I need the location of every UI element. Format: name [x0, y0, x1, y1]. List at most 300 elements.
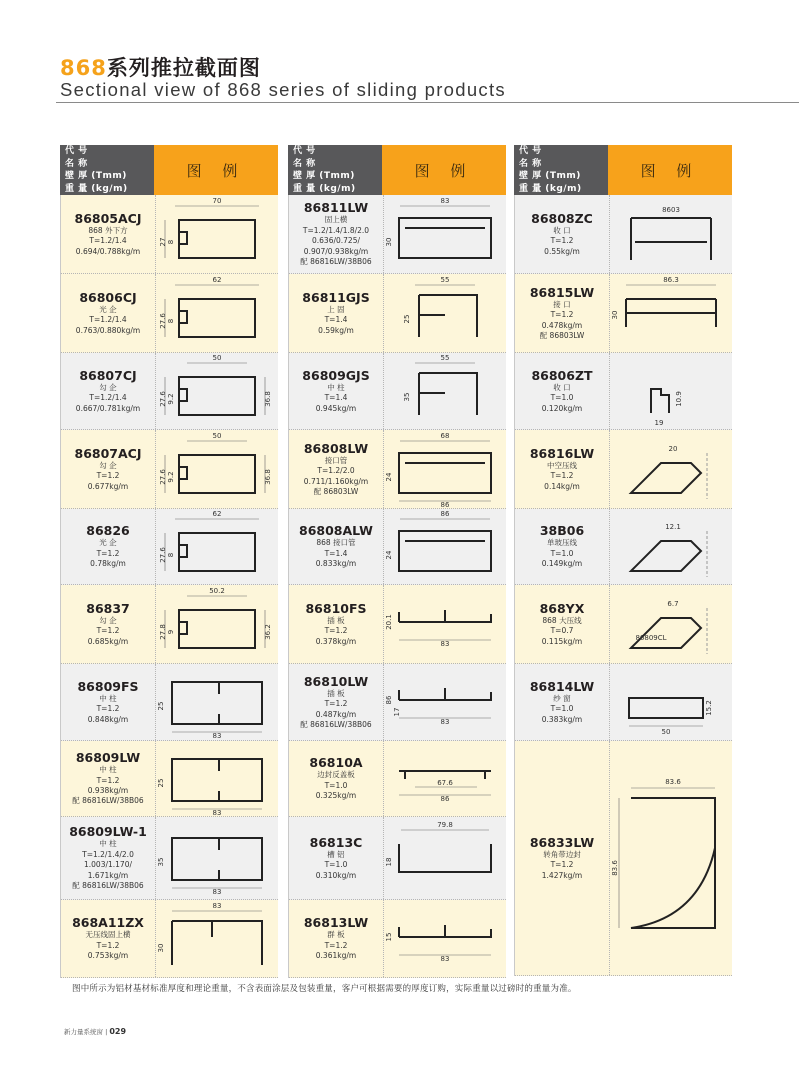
spec-row — [61, 430, 278, 509]
dimension-label: 30 — [611, 310, 619, 320]
header-labels — [60, 145, 154, 195]
profile-code: 86816LW — [529, 445, 595, 461]
spec-line: 配 86816LW/38B06 — [72, 881, 144, 891]
section-profile-drawing — [611, 588, 731, 660]
spec-line: T=1.2 — [550, 471, 574, 481]
section-profile-drawing — [385, 822, 505, 894]
page-number-value: 029 — [109, 1027, 127, 1036]
section-profile-drawing — [385, 743, 505, 815]
spec-info — [289, 900, 383, 977]
dimension-label: 25 — [157, 778, 165, 787]
profile-diagram — [383, 741, 506, 816]
dimension-label: 27.6 — [159, 469, 167, 485]
spec-line: 收 口 — [553, 225, 571, 235]
profile-code: 86809GJS — [302, 367, 370, 383]
spec-line: T=0.7 — [550, 626, 574, 636]
spec-line: 中 柱 — [99, 765, 117, 775]
header-weight: 重 量 (kg/m) — [293, 183, 356, 194]
spec-line: 中 柱 — [327, 382, 345, 392]
section-profile-drawing — [385, 432, 505, 509]
footnote: 图中所示为铝材基材标准厚度和理论重量，不含表面涂层及包装重量，客户可根据需要的厚度订购，实际重量以过磅时的重量为准。 — [72, 984, 577, 994]
spec-line: 868 外下方 — [88, 225, 128, 235]
spec-line: 0.59kg/m — [318, 325, 354, 335]
profile-code: 86813LW — [303, 915, 369, 931]
profile-diagram — [383, 900, 506, 977]
spec-line: T=1.2 — [96, 471, 120, 481]
spec-line: 收 口 — [553, 382, 571, 392]
page-title-en: Sectional view of 868 series of sliding products — [60, 79, 506, 100]
dimension-label: 36.2 — [264, 624, 272, 640]
section-profile-drawing — [385, 666, 505, 738]
section-profile-drawing — [157, 666, 277, 738]
spec-line: 转角带边封 — [543, 849, 581, 859]
spec-line: 0.907/0.938kg/m — [303, 246, 369, 256]
header-code: 代 号 — [65, 146, 88, 156]
dimension-label: 83 — [212, 808, 222, 817]
dimension-label: 8 — [167, 552, 175, 557]
dimension-label: 67.6 — [437, 778, 453, 787]
spec-line: 1.427kg/m — [541, 870, 583, 880]
profile-diagram — [609, 585, 732, 663]
profile-code: 86837 — [86, 600, 130, 616]
spec-line: T=1.2 — [550, 236, 574, 246]
spec-row — [289, 664, 506, 741]
section-profile-drawing — [611, 277, 731, 349]
spec-line: 0.487kg/m — [315, 709, 357, 719]
dimension-label: 55 — [440, 276, 450, 284]
section-profile-drawing — [611, 511, 731, 583]
spec-row — [61, 664, 278, 741]
profile-diagram — [155, 664, 278, 740]
profile-code: 868YX — [539, 600, 585, 616]
spec-line: T=1.0 — [550, 704, 574, 714]
spec-line: T=1.2/1.4 — [89, 236, 127, 246]
profile-diagram — [155, 817, 278, 899]
dimension-label: 18 — [385, 857, 393, 867]
section-profile-drawing — [157, 822, 277, 894]
spec-line: T=1.2/1.4/1.8/2.0 — [302, 225, 370, 235]
dimension-label: 24 — [385, 550, 393, 559]
spec-line: 0.361kg/m — [315, 951, 357, 961]
spec-info — [515, 585, 609, 663]
spec-info — [61, 817, 155, 899]
spec-column-3 — [514, 145, 732, 976]
spec-line: 0.149kg/m — [541, 559, 583, 569]
spec-line: T=1.2 — [96, 940, 120, 950]
spec-row — [515, 664, 732, 741]
title-divider — [56, 102, 799, 103]
spec-line: 纱 窗 — [553, 693, 571, 703]
profile-diagram — [609, 430, 732, 508]
spec-row — [289, 741, 506, 817]
spec-line: T=1.2 — [96, 626, 120, 636]
spec-line: 勾 企 — [99, 615, 117, 625]
spec-info — [289, 741, 383, 816]
dimension-label: 19 — [654, 419, 664, 427]
spec-row — [289, 585, 506, 664]
spec-info — [515, 195, 609, 273]
spec-row — [289, 430, 506, 509]
profile-diagram — [609, 741, 732, 975]
spec-line: 0.636/0.725/ — [312, 236, 360, 246]
dimension-label: 83.6 — [665, 778, 681, 786]
spec-column-2 — [288, 145, 506, 978]
spec-row — [515, 274, 732, 353]
spec-line: T=1.2 — [96, 775, 120, 785]
dimension-label: 25 — [157, 701, 165, 711]
spec-line: 上 固 — [327, 304, 345, 314]
section-profile-drawing — [385, 588, 505, 660]
profile-code: 86809LW — [75, 750, 141, 766]
spec-line: 0.753kg/m — [87, 951, 129, 961]
profile-code: 86815LW — [529, 284, 595, 300]
section-profile-drawing — [157, 277, 277, 349]
spec-line: T=1.2 — [96, 704, 120, 714]
profile-code: 86805ACJ — [74, 210, 142, 226]
spec-row — [515, 353, 732, 430]
spec-info — [289, 509, 383, 584]
dimension-label: 86809CL — [635, 634, 667, 642]
dimension-label: 83 — [212, 901, 222, 910]
spec-line: 0.667/0.781kg/m — [75, 403, 141, 413]
spec-line: 0.14kg/m — [544, 481, 580, 491]
section-profile-drawing — [385, 277, 505, 349]
profile-code: 86807ACJ — [74, 445, 142, 461]
spec-line: 0.478kg/m — [541, 320, 583, 330]
spec-row — [61, 274, 278, 353]
profile-code: 38B06 — [539, 523, 585, 539]
dimension-label: 83 — [440, 954, 450, 963]
dimension-label: 83 — [212, 888, 222, 896]
spec-info — [515, 741, 609, 975]
spec-line: T=1.2 — [324, 626, 348, 636]
spec-row — [289, 195, 506, 274]
spec-line: 光 企 — [99, 304, 117, 314]
section-profile-drawing — [157, 198, 277, 270]
profile-diagram — [609, 274, 732, 352]
dimension-label: 20 — [668, 445, 678, 453]
spec-row — [289, 900, 506, 978]
spec-line: 配 86816LW/38B06 — [300, 719, 372, 729]
profile-code: 86806ZT — [531, 367, 593, 383]
spec-info — [515, 509, 609, 584]
header-code: 代 号 — [519, 146, 542, 156]
spec-line: 中 柱 — [99, 839, 117, 849]
dimension-label: 15.2 — [705, 700, 713, 716]
dimension-label: 86 — [385, 695, 393, 705]
dimension-label: 83 — [212, 732, 222, 740]
dimension-label: 86.3 — [663, 276, 679, 284]
dimension-label: 50 — [661, 728, 671, 736]
header-thickness: 壁 厚 (Tmm) — [519, 171, 581, 181]
spec-line: 0.833kg/m — [315, 559, 357, 569]
spec-line: 群 板 — [327, 930, 345, 940]
spec-row — [61, 585, 278, 664]
dimension-label: 9.2 — [167, 393, 175, 405]
spec-line: 边封反盖板 — [317, 770, 355, 780]
profile-diagram — [383, 585, 506, 663]
spec-line: 单玻压线 — [547, 538, 577, 548]
dimension-label: 86 — [440, 501, 450, 509]
section-profile-drawing — [157, 588, 277, 660]
dimension-label: 68 — [440, 432, 450, 440]
spec-line: 1.671kg/m — [87, 870, 129, 880]
dimension-label: 30 — [385, 237, 393, 247]
dimension-label: 8 — [167, 318, 175, 324]
spec-line: 勾 企 — [99, 382, 117, 392]
spec-line: 配 86803LW — [313, 486, 359, 496]
series-number: 868 — [60, 56, 107, 80]
spec-info — [61, 509, 155, 584]
profile-code: 86808LW — [303, 440, 369, 456]
profile-code: 86808ALW — [299, 523, 373, 539]
spec-row — [289, 817, 506, 900]
profile-diagram — [383, 430, 506, 508]
spec-info — [61, 900, 155, 977]
profile-diagram — [155, 509, 278, 584]
spec-line: 接口管 — [324, 455, 348, 465]
spec-line: 0.763/0.880kg/m — [75, 325, 141, 335]
spec-row — [289, 509, 506, 585]
dimension-label: 8 — [167, 239, 175, 245]
dimension-label: 50 — [212, 432, 222, 440]
dimension-label: 70 — [212, 197, 222, 205]
profile-code: 868A11ZX — [72, 915, 144, 931]
section-profile-drawing — [385, 198, 505, 270]
spec-rows — [60, 195, 278, 978]
spec-info — [289, 353, 383, 429]
dimension-label: 83 — [440, 640, 450, 648]
spec-info — [515, 353, 609, 429]
spec-line: 0.78kg/m — [90, 559, 126, 569]
spec-row — [515, 195, 732, 274]
profile-diagram — [383, 353, 506, 429]
header-labels — [514, 145, 608, 195]
header-thickness: 壁 厚 (Tmm) — [293, 171, 355, 181]
profile-code: 86809FS — [77, 678, 139, 694]
section-profile-drawing — [385, 903, 505, 975]
dimension-label: 86 — [440, 509, 450, 518]
profile-code: 86809LW-1 — [69, 824, 147, 840]
spec-line: T=1.2 — [550, 860, 574, 870]
spec-row — [61, 353, 278, 430]
profile-code: 86810FS — [305, 600, 367, 616]
profile-code: 86808ZC — [531, 210, 593, 226]
dimension-label: 27 — [159, 237, 167, 247]
spec-info — [61, 195, 155, 273]
profile-diagram — [155, 274, 278, 352]
dimension-label: 83 — [440, 197, 450, 205]
spec-line: 接 口 — [553, 299, 571, 309]
dimension-label: 50 — [212, 354, 222, 362]
spec-info — [289, 664, 383, 740]
profile-diagram — [155, 585, 278, 663]
spec-line: 插 板 — [327, 688, 345, 698]
profile-diagram — [383, 274, 506, 352]
page-title-zh — [60, 52, 261, 82]
spec-rows — [288, 195, 506, 978]
profile-code: 86807CJ — [79, 367, 137, 383]
section-profile-drawing — [157, 903, 277, 975]
spec-row — [515, 741, 732, 976]
profile-diagram — [383, 664, 506, 740]
spec-line: T=1.0 — [550, 548, 574, 558]
profile-code: 86810A — [309, 755, 363, 771]
dimension-label: 35 — [157, 857, 165, 867]
section-profile-drawing — [157, 743, 277, 815]
spec-line: 0.938kg/m — [87, 786, 129, 795]
dimension-label: 10.9 — [675, 391, 683, 407]
profile-diagram — [609, 353, 732, 429]
spec-line: 中空压线 — [547, 460, 577, 470]
spec-line: 0.848kg/m — [87, 714, 129, 724]
dimension-label: 27.6 — [159, 546, 167, 563]
dimension-label: 50.2 — [209, 587, 225, 595]
spec-info — [61, 664, 155, 740]
spec-row — [515, 430, 732, 509]
header-code: 代 号 — [293, 146, 316, 156]
dimension-label: 62 — [212, 276, 222, 284]
column-header — [288, 145, 506, 195]
spec-line: 1.003/1.170/ — [84, 860, 132, 870]
profile-diagram — [609, 195, 732, 273]
spec-row — [61, 195, 278, 274]
section-profile-drawing — [611, 355, 731, 427]
dimension-label: 8603 — [662, 206, 680, 214]
dimension-label: 17 — [393, 707, 401, 717]
brand-name: 新力量系统窗 — [64, 1028, 103, 1036]
spec-rows — [514, 195, 732, 976]
dimension-label: 83 — [440, 718, 450, 726]
profile-code: 86814LW — [529, 678, 595, 694]
spec-line: 0.685kg/m — [87, 636, 129, 646]
spec-line: T=1.0 — [550, 393, 574, 403]
page-number: 新力量系统窗 | 029 — [64, 1027, 127, 1036]
spec-info — [289, 274, 383, 352]
dimension-label: 15 — [385, 932, 393, 941]
spec-line: T=1.0 — [324, 780, 348, 790]
spec-column-1 — [60, 145, 278, 978]
profile-diagram — [609, 509, 732, 584]
profile-code: 86810LW — [303, 673, 369, 689]
spec-row — [61, 509, 278, 585]
section-profile-drawing — [157, 355, 277, 427]
dimension-label: 36.8 — [264, 469, 272, 485]
spec-line: T=1.4 — [324, 393, 348, 403]
dimension-label: 27.6 — [159, 313, 167, 329]
profile-diagram — [155, 900, 278, 977]
profile-code: 86806CJ — [79, 289, 137, 305]
header-weight: 重 量 (kg/m) — [519, 183, 582, 194]
dimension-label: 83.6 — [611, 860, 619, 876]
spec-line: 0.694/0.788kg/m — [75, 246, 141, 256]
spec-line: T=1.4 — [324, 548, 348, 558]
dimension-label: 25 — [403, 314, 411, 324]
column-header — [514, 145, 732, 195]
section-profile-drawing — [157, 433, 277, 505]
spec-line: 固上横 — [324, 215, 348, 225]
spec-line: 0.945kg/m — [315, 403, 357, 413]
spec-line: T=1.2/1.4 — [89, 393, 127, 403]
section-profile-drawing — [385, 355, 505, 427]
spec-line: 配 86816LW/38B06 — [300, 257, 372, 267]
spec-row — [61, 900, 278, 978]
spec-info — [515, 664, 609, 740]
spec-line: T=1.4 — [324, 315, 348, 325]
dimension-label: 27.8 — [159, 624, 167, 640]
spec-line: T=1.2 — [96, 548, 120, 558]
spec-row — [61, 817, 278, 900]
spec-line: 配 86816LW/38B06 — [72, 796, 144, 806]
spec-info — [61, 430, 155, 508]
header-name: 名 称 — [519, 158, 542, 169]
section-profile-drawing — [611, 666, 731, 738]
dimension-label: 27.6 — [159, 391, 167, 407]
spec-line: 0.115kg/m — [541, 636, 583, 646]
spec-line: 配 86803LW — [539, 330, 585, 340]
spec-info — [61, 274, 155, 352]
spec-line: 勾 企 — [99, 460, 117, 470]
dimension-label: 12.1 — [665, 522, 681, 531]
section-profile-drawing — [611, 198, 731, 270]
spec-line: 0.711/1.160kg/m — [303, 476, 369, 486]
spec-line: 0.120kg/m — [541, 403, 583, 413]
header-legend: 图 例 — [608, 145, 732, 195]
spec-line: T=1.2/1.4 — [89, 315, 127, 325]
profile-diagram — [155, 195, 278, 273]
column-header — [60, 145, 278, 195]
profile-diagram — [155, 741, 278, 816]
dimension-label: 35 — [403, 392, 411, 402]
spec-line: 868 大压线 — [542, 615, 582, 625]
spec-row — [61, 741, 278, 817]
profile-diagram — [155, 430, 278, 508]
spec-line: 中 柱 — [99, 693, 117, 703]
spec-line: 槽 铝 — [327, 849, 345, 859]
header-name: 名 称 — [293, 158, 316, 169]
profile-diagram — [383, 817, 506, 899]
spec-info — [289, 430, 383, 508]
spec-line: T=1.2/1.4/2.0 — [82, 849, 134, 859]
profile-code: 86813C — [309, 834, 363, 850]
profile-diagram — [609, 664, 732, 740]
header-legend: 图 例 — [154, 145, 278, 195]
dimension-label: 36.8 — [264, 391, 272, 407]
spec-row — [289, 353, 506, 430]
header-legend: 图 例 — [382, 145, 506, 195]
spec-info — [515, 274, 609, 352]
header-thickness: 壁 厚 (Tmm) — [65, 171, 127, 181]
section-profile-drawing — [157, 511, 277, 583]
profile-code: 86833LW — [529, 834, 595, 850]
spec-line: T=1.2/2.0 — [317, 466, 355, 476]
profile-code: 86826 — [86, 523, 130, 539]
spec-line: 0.325kg/m — [315, 791, 357, 801]
section-profile-drawing — [385, 511, 505, 583]
header-weight: 重 量 (kg/m) — [65, 183, 128, 194]
spec-info — [289, 195, 383, 273]
spec-row — [289, 274, 506, 353]
profile-diagram — [383, 195, 506, 273]
spec-line: 868 接口管 — [316, 538, 356, 548]
dimension-label: 9 — [167, 629, 175, 635]
section-profile-drawing — [611, 778, 731, 938]
section-profile-drawing — [611, 433, 731, 505]
spec-line: T=1.2 — [324, 940, 348, 950]
spec-line: 0.310kg/m — [315, 870, 357, 880]
spec-line: T=1.2 — [324, 699, 348, 709]
dimension-label: 30 — [157, 943, 165, 952]
